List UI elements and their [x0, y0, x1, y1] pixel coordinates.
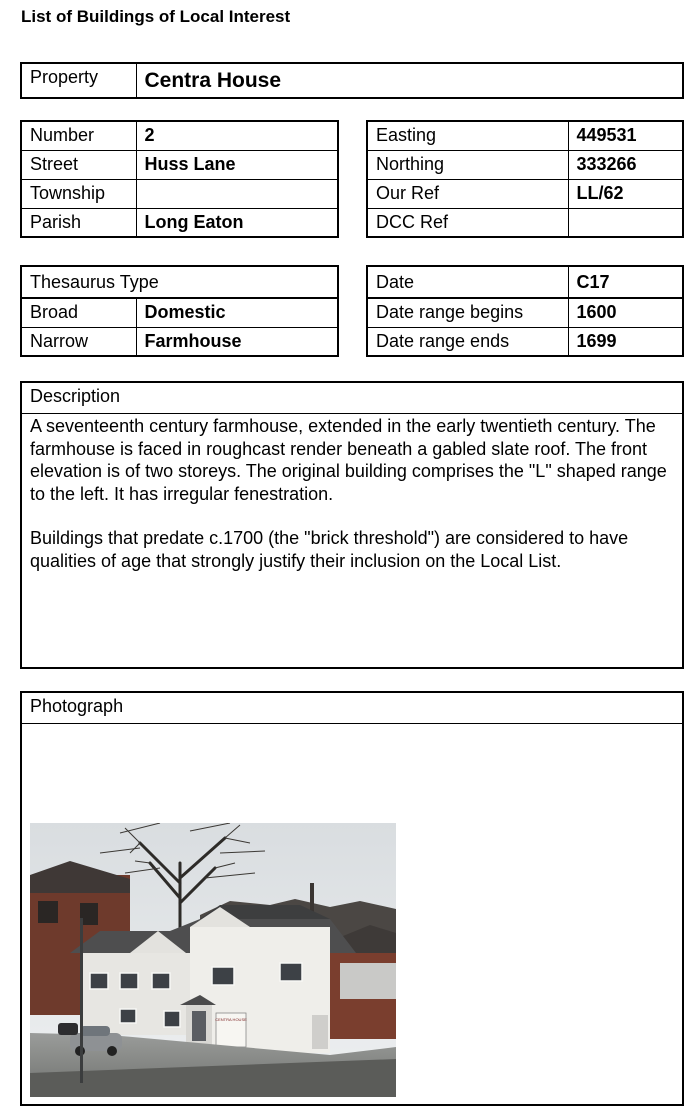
table-row: [21, 208, 338, 237]
building-photograph: [30, 823, 396, 1097]
broad-value: Domestic: [136, 298, 338, 327]
date-value: C17: [568, 266, 683, 298]
table-row: [367, 266, 683, 298]
dating-table: [366, 265, 684, 357]
our-ref-value: LL/62: [568, 179, 683, 208]
table-row: [21, 150, 338, 179]
township-label: Township: [21, 179, 136, 208]
our-ref-label: Our Ref: [367, 179, 568, 208]
table-row: [367, 179, 683, 208]
narrow-label: Narrow: [21, 327, 136, 356]
street-label: Street: [21, 150, 136, 179]
narrow-value: Farmhouse: [136, 327, 338, 356]
date-ends-value: 1699: [568, 327, 683, 356]
number-value: 2: [136, 121, 338, 150]
date-begins-label: Date range begins: [367, 298, 568, 327]
table-row: [21, 266, 338, 298]
property-label: Property: [21, 63, 136, 98]
northing-label: Northing: [367, 150, 568, 179]
description-paragraph: A seventeenth century farmhouse, extended in the early twentieth century. The farmhouse is faced in roughcast render beneath a gabled slate roof. The front elevation is of two storeys. The original building comprises the "L" shaped range to the left. It has irregular fenestration.: [30, 416, 667, 504]
thesaurus-table: [20, 265, 339, 357]
table-row: [21, 121, 338, 150]
table-row: [21, 179, 338, 208]
date-ends-label: Date range ends: [367, 327, 568, 356]
table-row: [21, 327, 338, 356]
dcc-ref-label: DCC Ref: [367, 208, 568, 237]
street-value: Huss Lane: [136, 150, 338, 179]
easting-value: 449531: [568, 121, 683, 150]
table-row: [367, 208, 683, 237]
date-begins-value: 1600: [568, 298, 683, 327]
parish-value: Long Eaton: [136, 208, 338, 237]
building-sign: CENTRA HOUSE: [215, 1017, 247, 1022]
table-row: [367, 150, 683, 179]
parish-label: Parish: [21, 208, 136, 237]
dcc-ref-value: [568, 208, 683, 237]
easting-label: Easting: [367, 121, 568, 150]
page-title: List of Buildings of Local Interest: [21, 7, 291, 26]
location-table: [20, 120, 339, 238]
northing-value: 333266: [568, 150, 683, 179]
property-name: Centra House: [136, 63, 683, 98]
table-row: [21, 298, 338, 327]
description-panel: [20, 381, 684, 669]
date-label: Date: [367, 266, 568, 298]
description-label: Description: [22, 383, 682, 414]
table-row: [367, 298, 683, 327]
description-paragraph: Buildings that predate c.1700 (the "brick threshold") are considered to have qualities of age that strongly justify their inclusion on the Local List.: [30, 528, 629, 571]
reference-table: [366, 120, 684, 238]
table-row: [367, 327, 683, 356]
number-label: Number: [21, 121, 136, 150]
description-body: [22, 414, 682, 595]
photograph-label: Photograph: [22, 693, 682, 724]
township-value: [136, 179, 338, 208]
broad-label: Broad: [21, 298, 136, 327]
thesaurus-header: Thesaurus Type: [21, 266, 338, 298]
property-table: [20, 62, 684, 99]
table-row: [367, 121, 683, 150]
